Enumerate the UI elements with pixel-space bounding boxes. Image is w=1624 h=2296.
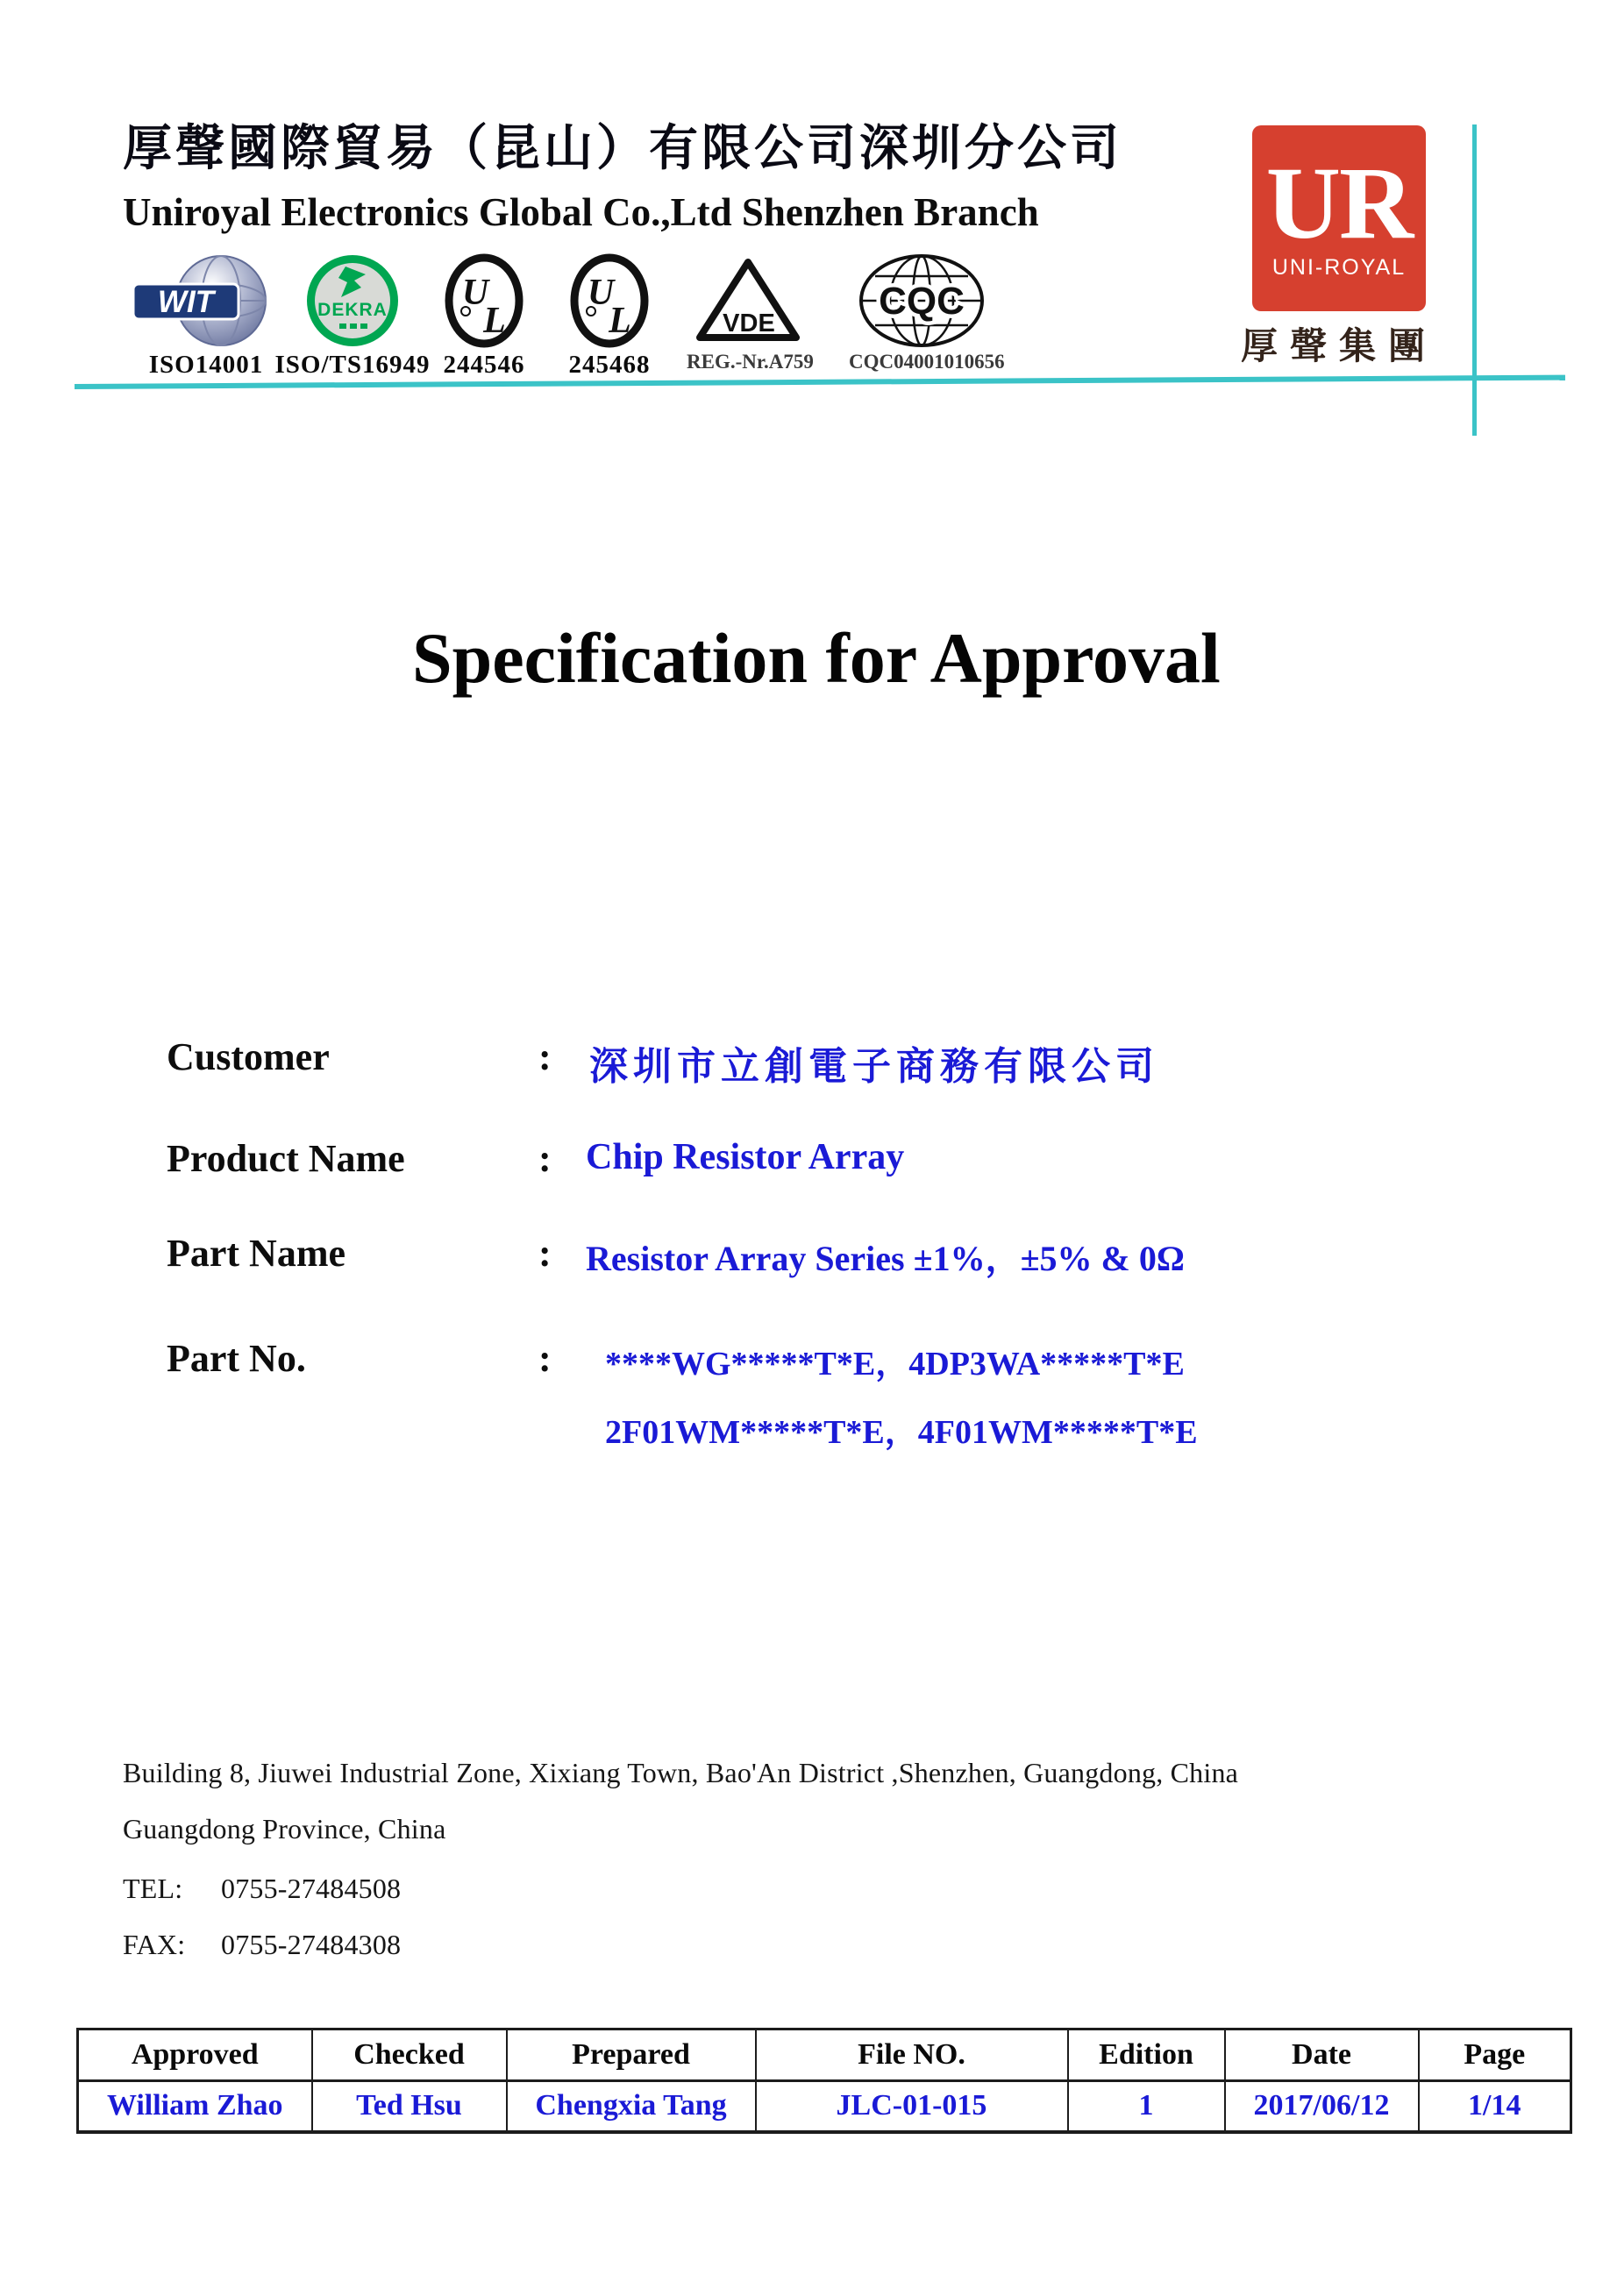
part-no-value-line2: 2F01WM*****T*E，4F01WM*****T*E — [605, 1414, 1198, 1451]
certification-label: ISO14001 — [148, 351, 264, 379]
approval-table — [76, 2028, 1572, 2134]
cqc-globe-icon — [849, 252, 994, 349]
svg-text:VDE: VDE — [723, 309, 775, 338]
page-number: 1/14 — [1419, 2081, 1571, 2132]
teal-divider-vertical — [1472, 124, 1477, 436]
wit-globe-icon — [118, 252, 294, 349]
part-no-value-line1: ****WG*****T*E，4DP3WA*****T*E — [605, 1346, 1185, 1383]
certification-label: 244546 — [443, 351, 525, 379]
telephone-line — [123, 1873, 401, 1905]
customer-value: 深圳市立創電子商務有限公司 — [589, 1045, 1159, 1088]
certification-ul-245468 — [557, 252, 662, 380]
edition: 1 — [1068, 2081, 1225, 2132]
field-colon: : — [538, 1035, 552, 1078]
svg-text:U: U — [461, 273, 489, 313]
header-prepared: Prepared — [507, 2029, 756, 2081]
vde-triangle-icon — [687, 252, 809, 349]
certification-iso-ts16949 — [274, 252, 431, 380]
field-colon: : — [538, 1232, 552, 1275]
svg-text:DEKRA: DEKRA — [317, 300, 388, 320]
certification-iso14001 — [118, 252, 294, 380]
field-label: Product Name — [167, 1137, 405, 1180]
header-file-no: File NO. — [756, 2029, 1068, 2081]
ul-icon — [431, 252, 537, 349]
svg-text:U: U — [587, 273, 615, 313]
certification-vde — [687, 252, 814, 373]
header-edition: Edition — [1068, 2029, 1225, 2081]
checked-by: Ted Hsu — [312, 2081, 507, 2132]
field-label: Part No. — [167, 1337, 306, 1380]
header-date: Date — [1225, 2029, 1419, 2081]
svg-text:WIT: WIT — [157, 285, 215, 319]
header-checked: Checked — [312, 2029, 507, 2081]
certification-ul-244546 — [431, 252, 537, 380]
product-name-value: Chip Resistor Array — [586, 1137, 905, 1177]
field-customer — [0, 1034, 1624, 1096]
part-name-value: Resistor Array Series ±1%，±5% & 0Ω — [586, 1239, 1185, 1278]
fax-number: 0755-27484308 — [221, 1929, 402, 1960]
certification-label: 245468 — [568, 351, 651, 379]
company-name-english: Uniroyal Electronics Global Co.,Ltd Shenzhen Branch — [123, 190, 1039, 234]
file-no: JLC-01-015 — [756, 2081, 1068, 2132]
field-label: Customer — [167, 1035, 330, 1078]
uni-royal-logo — [1252, 125, 1426, 311]
svg-text:L: L — [483, 301, 506, 341]
certification-label: REG.-Nr.A759 — [687, 351, 814, 373]
approved-by: William Zhao — [78, 2081, 312, 2132]
field-label: Part Name — [167, 1232, 346, 1275]
address-line-1: Building 8, Jiuwei Industrial Zone, Xixiang Town, Bao'An District ,Shenzhen, Guangdong, China — [123, 1757, 1239, 1788]
field-part-name — [0, 1231, 1624, 1292]
fax-label: FAX: — [123, 1929, 186, 1960]
approval-table-value-row — [78, 2081, 1571, 2132]
group-name-chinese: 厚聲集團 — [1240, 327, 1437, 367]
prepared-by: Chengxia Tang — [507, 2081, 756, 2132]
certification-label: CQC04001010656 — [849, 351, 1005, 373]
certification-cqc — [849, 252, 1005, 373]
svg-text:L: L — [609, 301, 631, 341]
field-part-no-line2 — [0, 1404, 1624, 1466]
header-approved: Approved — [78, 2029, 312, 2081]
field-part-no — [0, 1336, 1624, 1397]
tel-label: TEL: — [123, 1873, 183, 1904]
fax-line — [123, 1929, 401, 1961]
ul-icon — [557, 252, 662, 349]
page-title: Specification for Approval — [412, 618, 1221, 698]
field-colon: : — [538, 1137, 552, 1180]
field-product-name — [0, 1136, 1624, 1198]
address-line-2: Guangdong Province, China — [123, 1813, 446, 1845]
company-name-chinese: 厚聲國際貿易（昆山）有限公司深圳分公司 — [123, 122, 1122, 176]
ur-monogram: UR — [1265, 146, 1413, 261]
header-page: Page — [1419, 2029, 1571, 2081]
dekra-icon — [274, 252, 431, 349]
svg-text:CQC: CQC — [878, 280, 965, 323]
approval-table-header-row — [78, 2029, 1571, 2081]
field-colon: : — [538, 1337, 552, 1380]
uni-royal-wordmark: UNI-ROYAL — [1271, 254, 1407, 280]
date: 2017/06/12 — [1225, 2081, 1419, 2132]
certification-label: ISO/TS16949 — [274, 351, 431, 379]
tel-number: 0755-27484508 — [221, 1873, 402, 1904]
